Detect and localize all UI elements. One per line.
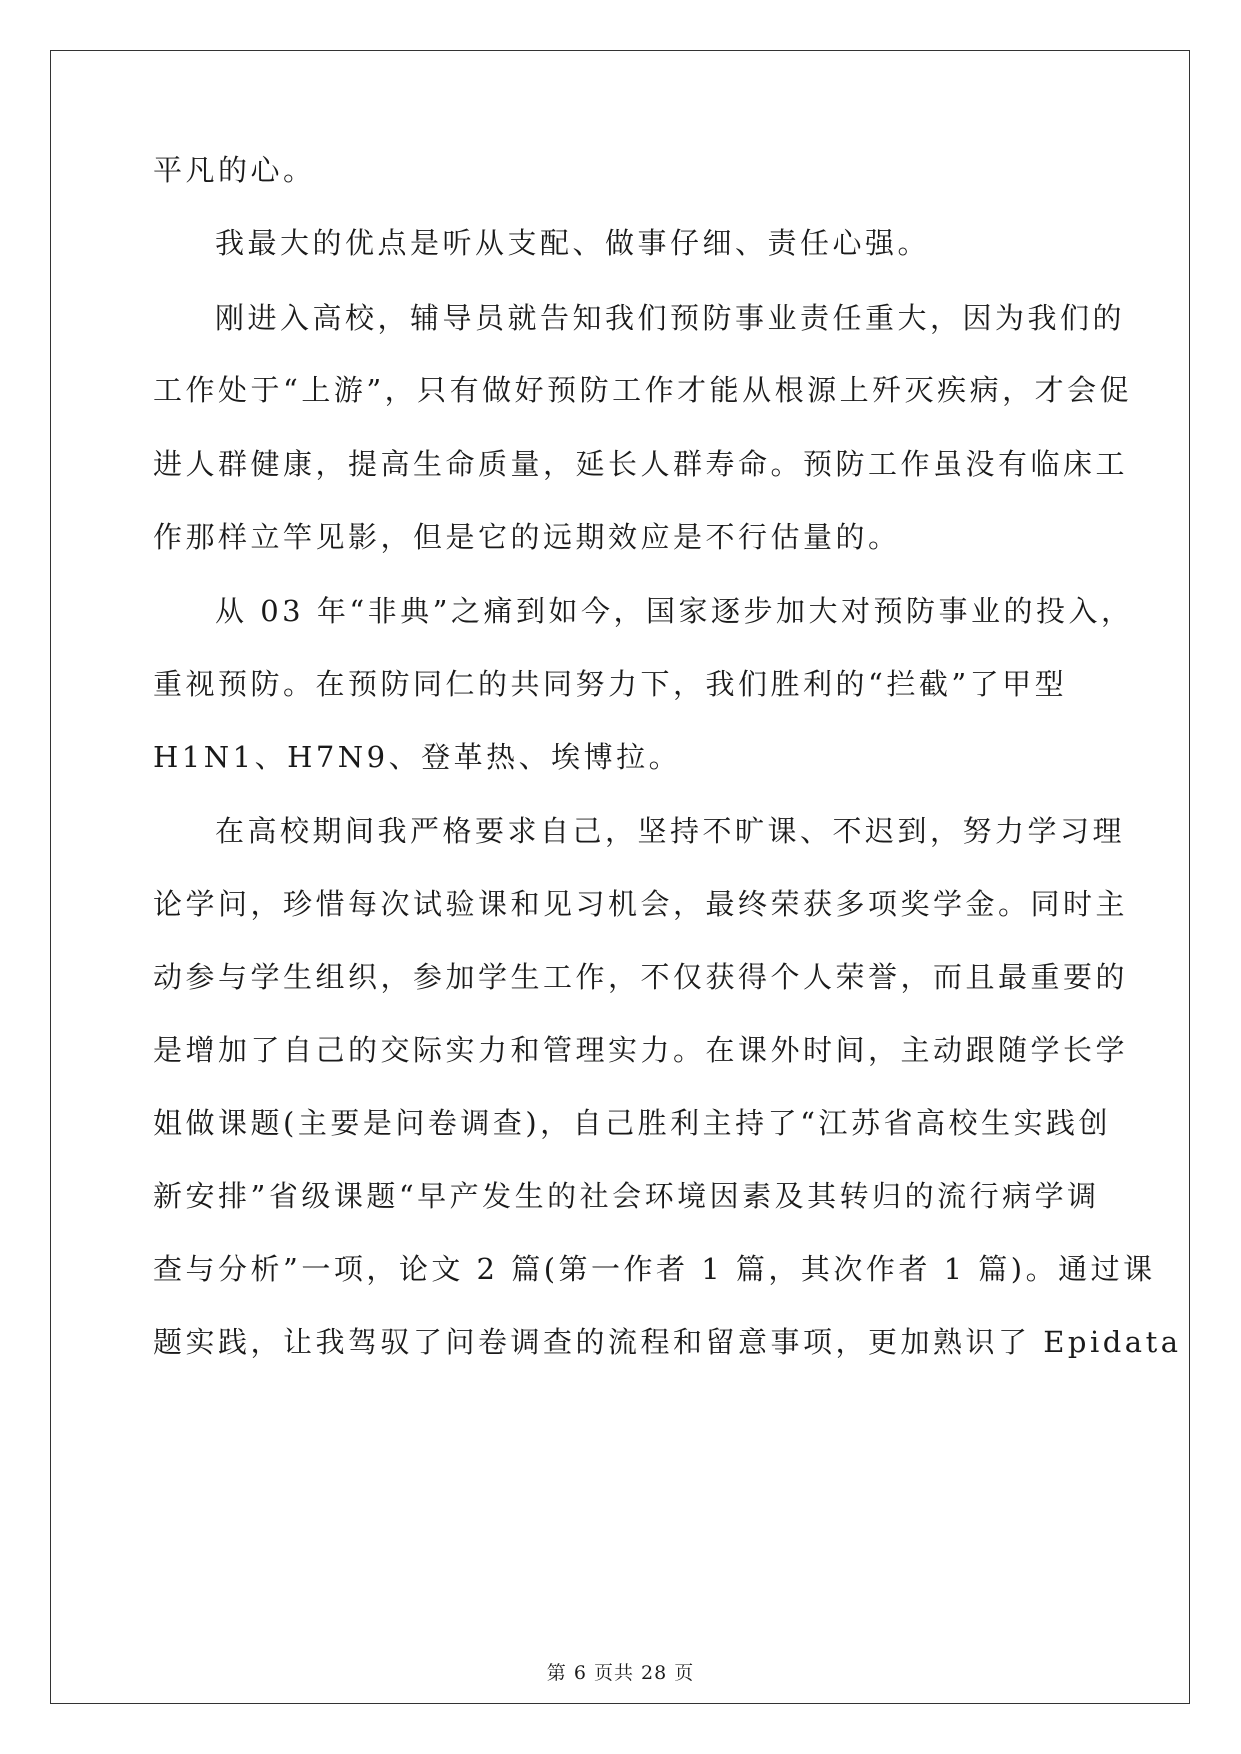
paragraph-line: 平凡的心。 (153, 153, 316, 187)
paragraph-line: 在高校期间我严格要求自己，坚持不旷课、不迟到，努力学习理 (215, 814, 1126, 848)
paragraph-line: 刚进入高校，辅导员就告知我们预防事业责任重大，因为我们的 (215, 301, 1126, 335)
paragraph-line: 工作处于“上游”，只有做好预防工作才能从根源上歼灭疾病，才会促 (153, 373, 1133, 407)
paragraph-line: 查与分析”一项，论文 2 篇(第一作者 1 篇，其次作者 1 篇)。通过课 (153, 1252, 1156, 1286)
paragraph-line: 动参与学生组织，参加学生工作，不仅获得个人荣誉，而且最重要的 (153, 960, 1129, 994)
paragraph-line: 重视预防。在预防同仁的共同努力下，我们胜利的“拦截”了甲型 (153, 667, 1068, 701)
paragraph-line: 新安排”省级课题“早产发生的社会环境因素及其转归的流行病学调 (153, 1179, 1100, 1213)
paragraph-line: 题实践，让我驾驭了问卷调查的流程和留意事项，更加熟识了 Epidata (153, 1325, 1182, 1359)
page-footer (0, 1661, 1241, 1685)
paragraph-line: H1N1、H7N9、登革热、埃博拉。 (153, 740, 682, 774)
paragraph-line: 进人群健康，提高生命质量，延长人群寿命。预防工作虽没有临床工 (153, 447, 1129, 481)
paragraph-line: 作那样立竿见影，但是它的远期效应是不行估量的。 (153, 520, 901, 554)
paragraph-line: 是增加了自己的交际实力和管理实力。在课外时间，主动跟随学长学 (153, 1033, 1129, 1067)
paragraph-line: 我最大的优点是听从支配、做事仔细、责任心强。 (215, 226, 931, 260)
paragraph-line: 姐做课题(主要是问卷调查)，自己胜利主持了“江苏省高校生实践创 (153, 1106, 1111, 1140)
page-number: 第 6 页 (546, 1662, 614, 1684)
paragraph-line: 从 03 年“非典”之痛到如今，国家逐步加大对预防事业的投入， (215, 594, 1134, 628)
paragraph-line: 论学问，珍惜每次试验课和见习机会，最终荣获多项奖学金。同时主 (153, 887, 1129, 921)
page-total: 共 28 页 (613, 1662, 695, 1684)
